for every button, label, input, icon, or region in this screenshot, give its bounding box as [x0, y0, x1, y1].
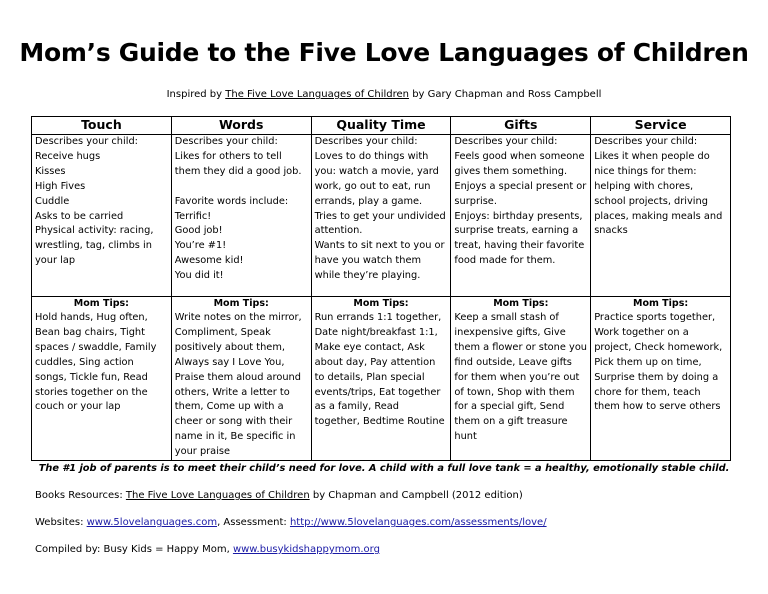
- subtitle: [0, 89, 768, 100]
- words-tips-cell: [171, 297, 311, 461]
- compiled-by-link[interactable]: www.busykidshappymom.org: [232, 544, 380, 555]
- header-service: Service: [591, 117, 731, 135]
- assessment-link[interactable]: http://www.5lovelanguages.com/assessments/love/: [289, 517, 547, 528]
- quality-time-tips-heading: Mom Tips:: [353, 298, 409, 309]
- websites-line: [35, 517, 547, 528]
- books-resources-title: The Five Love Languages of Children: [125, 490, 310, 501]
- gifts-tips-cell: [451, 297, 591, 461]
- touch-describes: Describes your child: Receive hugs Kisses High Fives Cuddle Asks to be carried Physical activity: racing, wrestling, tag, climbs in your lap: [32, 135, 172, 297]
- assessment-label: , Assessment:: [217, 517, 290, 528]
- books-resources-label: Books Resources:: [35, 490, 126, 501]
- websites-label: Websites:: [35, 517, 87, 528]
- service-describes: Describes your child: Likes it when people do nice things for them: helping with chores, school projects, driving places, making meals and snacks: [591, 135, 731, 297]
- gifts-tips: Keep a small stash of inexpensive gifts, Give them a flower or stone you find outside, Leave gifts for them when you’re out of town, Shop with them for a special gift, Send them on a gift treasure hunt: [454, 312, 588, 443]
- header-row: [32, 117, 731, 135]
- words-describes: Describes your child: Likes for others to tell them they did a good job. Favorite words include: Terrific! Good job! You’re #1! Awesome kid! You did it!: [171, 135, 311, 297]
- subtitle-suffix: by Gary Chapman and Ross Campbell: [409, 89, 602, 100]
- service-tips-cell: [591, 297, 731, 461]
- subtitle-prefix: Inspired by: [166, 89, 226, 100]
- service-tips-heading: Mom Tips:: [633, 298, 689, 309]
- header-gifts: Gifts: [451, 117, 591, 135]
- quality-time-tips-cell: [311, 297, 451, 461]
- books-resources-line: [35, 490, 523, 501]
- touch-tips-cell: [32, 297, 172, 461]
- header-quality-time: Quality Time: [311, 117, 451, 135]
- quality-time-tips: Run errands 1:1 together, Date night/breakfast 1:1, Make eye contact, Ask about day, Pay attention to details, Plan special events/trips, Eat together as a family, Read together, Bedtime Routine: [314, 312, 445, 428]
- books-resources-suffix: by Chapman and Campbell (2012 edition): [309, 490, 523, 501]
- tips-row: [32, 297, 731, 461]
- touch-tips-heading: Mom Tips:: [73, 298, 129, 309]
- subtitle-book-title: The Five Love Languages of Children: [225, 89, 410, 100]
- quality-time-describes: Describes your child: Loves to do things with you: watch a movie, yard work, go out to eat, run errands, play a game. Tries to get your undivided attention. Wants to sit next to you or have you watch them while they’re playing.: [311, 135, 451, 297]
- compiled-by-label: Compiled by: Busy Kids = Happy Mom,: [35, 544, 233, 555]
- words-tips-heading: Mom Tips:: [213, 298, 269, 309]
- love-languages-table: [31, 116, 731, 461]
- describes-row: [32, 135, 731, 297]
- website-link[interactable]: www.5lovelanguages.com: [86, 517, 218, 528]
- page-title: Mom’s Guide to the Five Love Languages of Children: [19, 38, 749, 67]
- compiled-by-line: [35, 544, 380, 555]
- gifts-describes: Describes your child: Feels good when someone gives them something. Enjoys a special present or surprise. Enjoys: birthday presents, surprise treats, earning a treat, having their favorite food made for them.: [451, 135, 591, 297]
- header-words: Words: [171, 117, 311, 135]
- gifts-tips-heading: Mom Tips:: [493, 298, 549, 309]
- touch-tips: Hold hands, Hug often, Bean bag chairs, Tight spaces / swaddle, Family cuddles, Sing action songs, Tickle fun, Read stories together on the couch or your lap: [35, 312, 157, 413]
- service-tips: Practice sports together, Work together on a project, Check homework, Pick them up on time, Surprise them by doing a chore for them, teach them how to serve others: [594, 312, 723, 413]
- header-touch: Touch: [32, 117, 172, 135]
- love-tank-note: The #1 job of parents is to meet their child’s need for love. A child with a full love tank = a healthy, emotionally stable child.: [38, 463, 730, 474]
- words-tips: Write notes on the mirror, Compliment, Speak positively about them, Always say I Love You, Praise them aloud around others, Write a letter to them, Come up with a cheer or song with their name in it, Be specific in your praise: [174, 312, 302, 458]
